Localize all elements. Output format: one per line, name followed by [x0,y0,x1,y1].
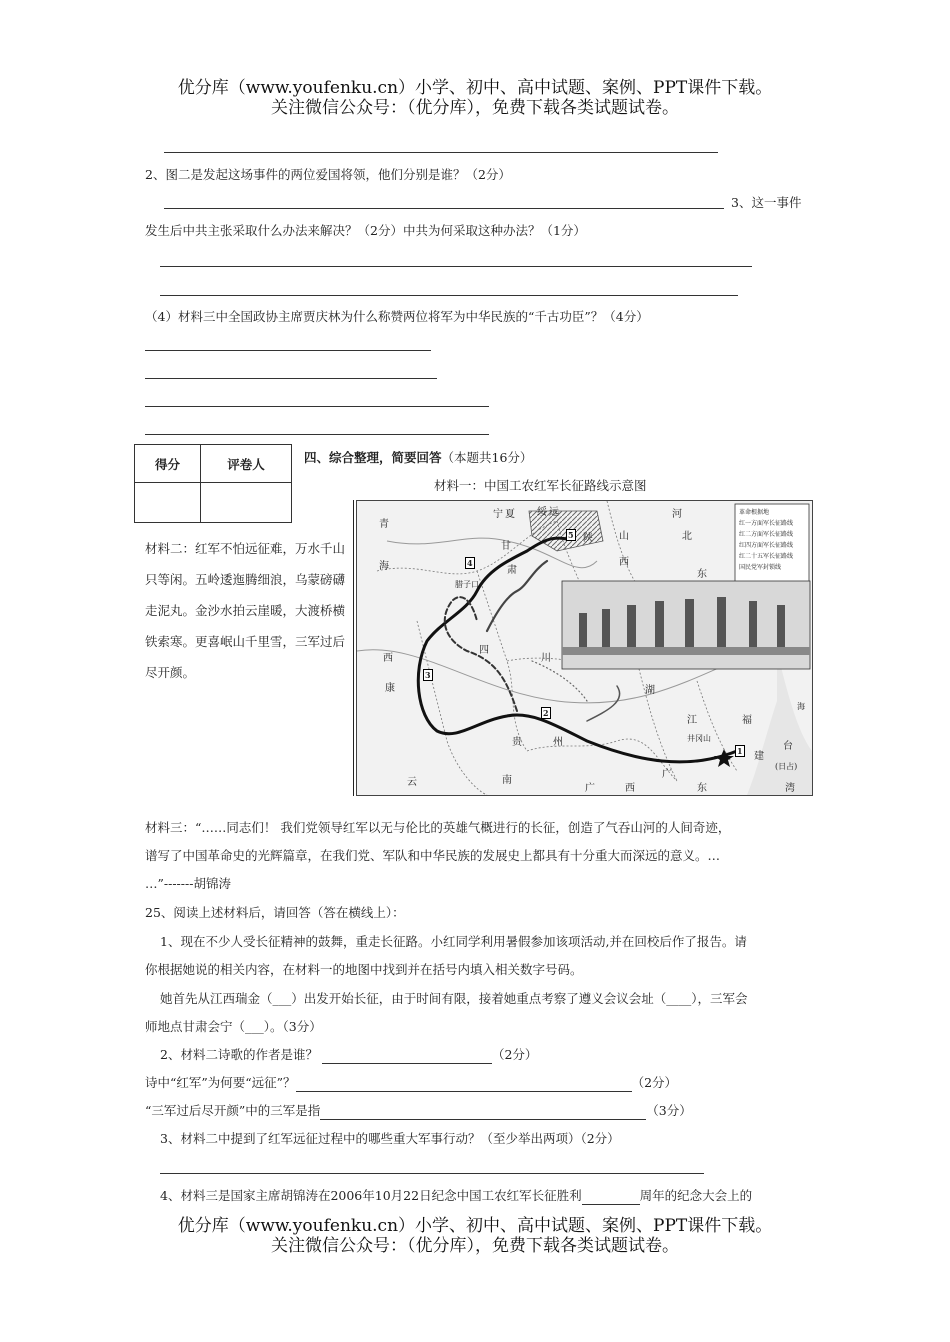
map-left-rule [353,500,354,796]
map-label: 甘 [501,541,511,552]
header-line-1: 优分库（www.youfenku.cn）小学、初中、高中试题、案例、PPT课件下载。 [177,78,773,98]
map-label: 四 [479,645,489,656]
question-25-1-line-3: 她首先从江西瑞金（___）出发开始长征，由于时间有限，接着她重点考察了遵义会议会址（____），三军会 [160,991,748,1006]
map-label: 贵 [512,737,522,748]
marker-5: 5 [568,530,574,540]
legend-item: 革命根据地 [739,509,770,516]
answer-line[interactable] [145,434,489,435]
question-25-2b-text: 诗中“红军”为何要“远征”？ [145,1075,296,1090]
score-cell[interactable] [135,483,201,523]
answer-blank[interactable] [296,1075,632,1092]
question-3-body: 发生后中共主张采取什么办法来解决？（2分）中共为何采取这种办法？（1分） [145,223,586,238]
map-label: 青 [379,519,389,530]
map-label: 湾 [785,783,795,794]
answer-blank[interactable] [320,1103,646,1120]
section-4-title-text: 四、综合整理，简要回答 [304,450,442,465]
footer-line-2: 关注微信公众号：（优分库），免费下载各类试题试卷。 [271,1236,679,1256]
question-25-4-text-a: 4、材料三是国家主席胡锦涛在2006年10月22日纪念中国工农红军长征胜利 [160,1188,582,1203]
question-25-2c-points: （3分） [646,1103,692,1118]
question-25-2a-points: （2分） [491,1047,538,1062]
map-label: 福 [742,715,752,726]
answer-blank[interactable] [322,1047,492,1064]
map-label: 海 [797,702,805,711]
map-label: 建 [754,751,764,762]
question-25: 25、阅读上述材料后，请回答（答在横线上）： [145,905,405,920]
question-25-1-line-4: 师地点甘肃会宁（___）。（3分） [145,1019,322,1034]
legend-item: 红二十五军长征路线 [739,553,794,560]
map-label: 东 [697,783,707,794]
map-label: 广 [662,769,672,780]
question-25-2c [145,1103,692,1120]
answer-line[interactable] [145,350,431,351]
question-3-head: 3、这一事件 [731,195,802,210]
map-label: 河 [672,509,682,520]
question-2: 2、图二是发起这场事件的两位爱国将领，他们分别是谁？（2分） [145,167,511,182]
map-label: 西 [383,653,393,664]
material-2-poem: 材料二：红军不怕远征难，万水千山只等闲。五岭逶迤腾细浪，乌蒙磅礴走泥丸。金沙水拍云崖暖，大渡桥横铁索寒。更喜岷山千里雪，三军过后尽开颜。 [145,541,346,680]
legend-item: 红一方面军长征路线 [739,520,794,527]
map-label: 北 [682,531,692,542]
answer-line[interactable] [160,295,738,296]
map-label: 夏 [505,509,515,520]
score-table [134,444,292,523]
question-25-4 [160,1188,752,1205]
map-label: 井冈山 [687,734,711,743]
answer-line[interactable] [160,266,752,267]
grader-header: 评卷人 [201,445,292,483]
question-25-2b [145,1075,677,1092]
answer-line[interactable] [164,208,724,209]
map-label: 广 [585,783,595,794]
question-4: （4）材料三中全国政协主席贾庆林为什么称赞两位将军为中华民族的“千古功臣”？（4分） [145,309,649,324]
map-label: 绥 [537,507,547,518]
map-label: 山 [619,531,629,542]
map-label: (日占) [775,762,798,771]
map-label: 陕 [583,533,593,544]
long-march-map [356,500,813,796]
question-25-2a [160,1047,537,1064]
map-label: 东 [697,569,707,580]
question-25-1-line-1: 1、现在不少人受长征精神的鼓舞，重走长征路。小红同学利用暑假参加该项活动,并在回校后作了报告。请 [160,934,747,949]
map-label: 川 [541,653,551,664]
map-label: 康 [385,683,395,694]
material-3-line-3: …”-------胡锦涛 [145,876,231,891]
map-label: 宁 [493,509,503,520]
answer-line[interactable] [145,406,489,407]
map-label: 海 [379,561,389,572]
map-label: 远 [549,507,559,518]
score-header: 得分 [135,445,201,483]
question-25-1-line-2: 你根据她说的相关内容，在材料一的地图中找到并在括号内填入相关数字号码。 [145,962,583,977]
map-label: 腊子口 [455,580,479,589]
question-25-4-text-b: 周年的纪念大会上的 [639,1188,753,1203]
marker-2: 2 [543,708,549,718]
question-25-3: 3、材料二中提到了红军远征过程中的哪些重大军事行动？（至少举出两项）（2分） [160,1131,620,1146]
map-label: 肃 [507,565,517,576]
grader-cell[interactable] [201,483,292,523]
section-4-title [304,450,532,466]
answer-line[interactable] [145,378,437,379]
material-3-line-1: 材料三：“……同志们！ 我们党领导红军以无与伦比的英雄气概进行的长征，创造了气吞山河的人间奇迹， [145,820,731,835]
map-legend [739,507,809,573]
marker-3: 3 [425,670,431,680]
material-3-line-2: 谱写了中国革命史的光辉篇章，在我们党、军队和中华民族的发展史上都具有十分重大而深远的意义。… [145,848,721,863]
map-label: 西 [619,557,629,568]
map-label: 台 [783,741,793,752]
marker-1: 1 [737,746,743,756]
header-line-2: 关注微信公众号：（优分库），免费下载各类试题试卷。 [271,98,679,118]
answer-line[interactable] [160,1173,704,1174]
footer-line-1: 优分库（www.youfenku.cn）小学、初中、高中试题、案例、PPT课件下载。 [177,1216,773,1236]
map-label: 西 [625,783,635,794]
question-25-2a-text: 2、材料二诗歌的作者是谁？ [160,1047,318,1062]
question-25-2b-points: （2分） [631,1075,678,1090]
question-25-2c-text: “三军过后尽开颜”中的三军是指 [145,1103,321,1118]
answer-blank[interactable] [582,1188,640,1205]
marker-4: 4 [467,558,473,568]
map-label: 云 [407,777,417,788]
legend-item: 国民党军封锁线 [739,564,782,571]
legend-item: 红四方面军长征路线 [739,542,794,549]
material-1-caption: 材料一：中国工农红军长征路线示意图 [434,478,647,493]
section-4-points: （本题共16分） [441,450,533,465]
map-label: 江 [687,715,697,726]
map-label: 州 [553,737,563,748]
map-label: 南 [502,775,512,786]
answer-line[interactable] [164,152,718,153]
map-label: 湖 [645,685,655,696]
legend-item: 红二方面军长征路线 [739,531,794,538]
